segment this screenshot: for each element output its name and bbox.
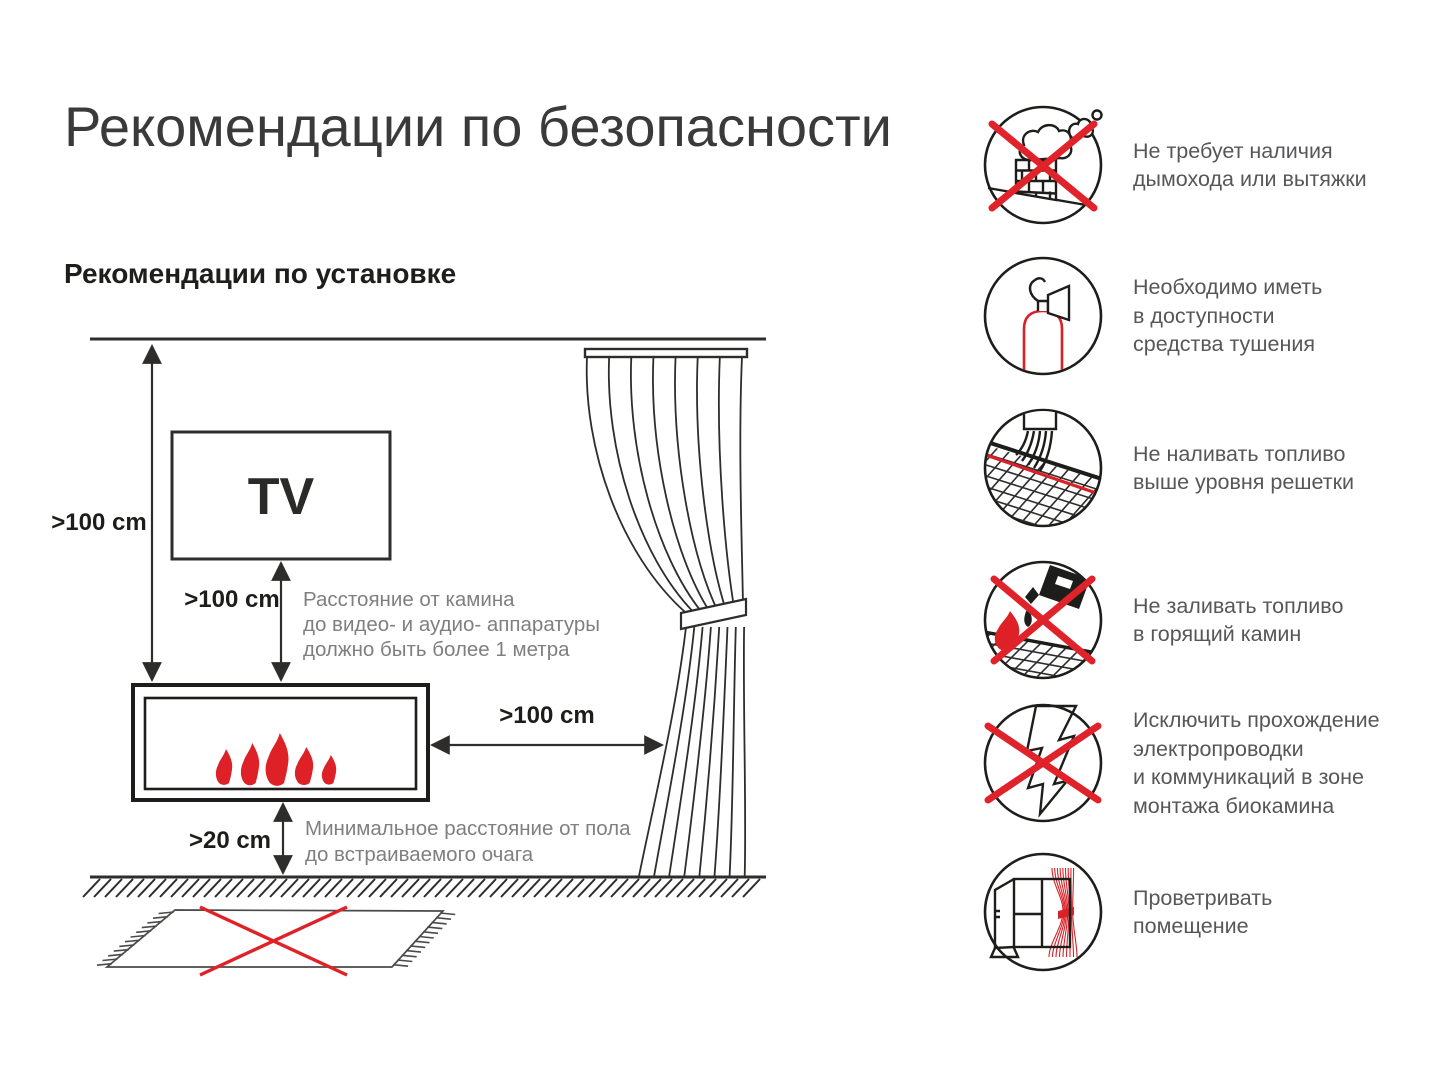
note-floor-distance xyxy=(305,817,631,866)
safety-item-text: Не наливать топливо выше уровня решетки xyxy=(1133,441,1355,494)
installation-diagram xyxy=(40,330,780,1020)
svg-text:до встраиваемого очага: до встраиваемого очага xyxy=(305,843,534,866)
safety-item-text: Необходимо иметь в доступности средства тушения xyxy=(1133,275,1323,357)
svg-text:должно быть более 1 метра: должно быть более 1 метра xyxy=(303,638,570,661)
tv-label: TV xyxy=(247,468,315,526)
dim-label-floor: >20 cm xyxy=(188,827,272,854)
svg-text:до видео- и аудио- аппаратуры: до видео- и аудио- аппаратуры xyxy=(303,613,601,636)
safety-item xyxy=(980,405,1430,531)
svg-text:Расстояние от камина: Расстояние от камина xyxy=(303,588,515,611)
fuel-level-icon xyxy=(980,405,1106,531)
no-wiring-icon xyxy=(980,700,1106,826)
safety-item xyxy=(980,849,1430,975)
dim-label-side: >100 cm xyxy=(499,702,595,729)
safety-item-text: Не заливать топливо в горящий камин xyxy=(1133,593,1344,646)
safety-item-text: Не требует наличия дымохода или вытяжки xyxy=(1133,138,1367,191)
section-subtitle: Рекомендации по установке xyxy=(64,258,457,289)
safety-item xyxy=(980,253,1430,379)
safety-item xyxy=(980,102,1430,228)
extinguisher-icon xyxy=(980,253,1106,379)
note-tv-distance xyxy=(303,588,600,661)
safety-item-text: Исключить прохождение электропроводки и коммуникаций в зоне монтажа биокамина xyxy=(1133,708,1380,818)
floor-hatch xyxy=(83,879,760,897)
safety-item xyxy=(980,557,1430,683)
ventilate-icon xyxy=(980,849,1106,975)
safety-item xyxy=(980,700,1430,826)
dim-label-tv: >100 cm xyxy=(184,586,280,613)
svg-text:Минимальное расстояние от пола: Минимальное расстояние от пола xyxy=(305,817,631,840)
page-title: Рекомендации по безопасности xyxy=(64,95,892,158)
curtain xyxy=(585,349,747,876)
safety-item-text: Проветривать помещение xyxy=(1133,885,1273,938)
carpet-crossed xyxy=(97,907,455,975)
no-chimney-icon xyxy=(980,102,1106,228)
dim-label-wall: >100 cm xyxy=(51,509,147,536)
no-fuel-burning-icon xyxy=(980,557,1106,683)
fireplace xyxy=(133,685,428,800)
